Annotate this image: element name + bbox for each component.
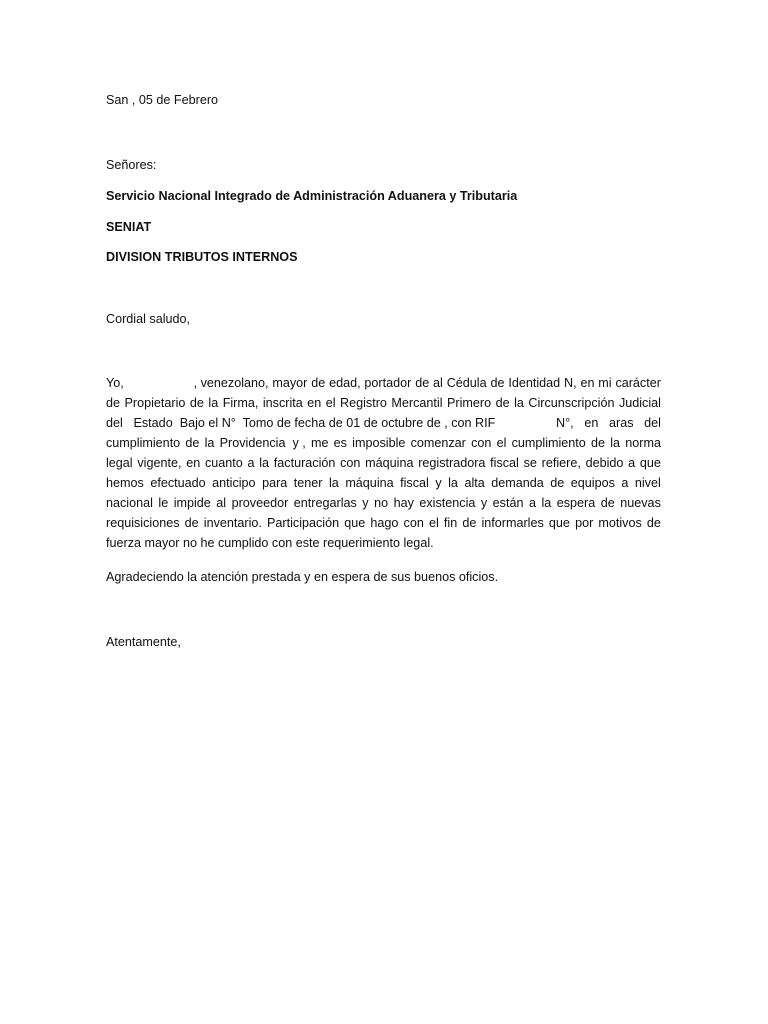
body-word: máquina [345, 476, 394, 490]
body-word: hemos [106, 476, 144, 490]
body-word: Mercantil [391, 396, 443, 410]
body-word: la [514, 396, 524, 410]
body-word: tener [293, 476, 323, 490]
body-word: carácter [615, 376, 661, 390]
body-word: el [325, 396, 336, 410]
body-word: nuevas [620, 496, 661, 510]
salutation-heading: Señores: [106, 158, 157, 172]
body-word: la [208, 396, 219, 410]
body-word: Primero [447, 396, 492, 410]
body-word: del [106, 416, 123, 430]
body-word: Firma, [222, 396, 259, 410]
body-word: la [448, 476, 458, 490]
body-word: N°, [556, 416, 574, 430]
body-word: Circunscripción [528, 396, 615, 410]
body-word: en [584, 416, 599, 430]
recipient-line-3: DIVISION TRIBUTOS INTERNOS [106, 250, 298, 264]
body-word: de [591, 436, 606, 450]
body-word: Propietario [124, 396, 186, 410]
body-line [106, 455, 661, 471]
body-word: fiscal [490, 456, 519, 470]
body-word: a [247, 456, 255, 470]
body-word: se [523, 456, 537, 470]
body-word: es [333, 436, 347, 450]
body-word: registradora [418, 456, 486, 470]
body-word: al [433, 376, 443, 390]
body-word: fuerza mayor no he cumplido con este requerimiento legal. [106, 536, 434, 550]
body-word: de [106, 396, 121, 410]
body-word: la [329, 476, 339, 490]
body-word: que [548, 516, 570, 530]
body-line [106, 435, 661, 451]
body-word: mi [598, 376, 612, 390]
body-line [106, 495, 661, 511]
body-word: en [580, 376, 595, 390]
body-word: Identidad [508, 376, 561, 390]
body-word: de [311, 376, 326, 390]
body-word: edad, [329, 376, 361, 390]
body-word: facturación [273, 456, 336, 470]
body-line [106, 515, 661, 531]
body-word: vigente, [137, 456, 182, 470]
body-word: en [307, 396, 322, 410]
body-word: y [435, 476, 442, 490]
body-word: equipos [570, 476, 615, 490]
body-word: con [403, 516, 424, 530]
body-word: con [471, 436, 492, 450]
body-word: imposible [352, 436, 406, 450]
body-word: de [415, 376, 430, 390]
body-word: que [639, 456, 661, 470]
body-word: la [259, 456, 270, 470]
body-word: portador [364, 376, 412, 390]
recipient-line-2: SENIAT [106, 220, 152, 234]
body-word: fin [443, 516, 458, 530]
body-word: Yo, [106, 376, 124, 390]
body-word: existencia [419, 496, 476, 510]
body-word: norma [625, 436, 661, 450]
body-word: no [374, 496, 389, 510]
body-word: en [186, 456, 201, 470]
body-word: Providencia y , [219, 436, 306, 450]
body-word: de [462, 516, 477, 530]
body-word: nivel [634, 476, 661, 490]
body-word: con [340, 456, 361, 470]
body-word: y [480, 496, 488, 510]
body-word: la [204, 436, 215, 450]
body-word: a [621, 476, 629, 490]
date-line: San , 05 de Febrero [106, 93, 219, 107]
body-word: N, [564, 376, 577, 390]
body-line [106, 415, 661, 431]
body-word: el [428, 516, 439, 530]
body-word: demanda [491, 476, 544, 490]
body-word: que [344, 516, 366, 530]
body-word: alta [464, 476, 485, 490]
body-word: y [362, 496, 369, 510]
thanks-line: Agradeciendo la atención prestada y en espera de sus buenos oficios. [106, 570, 499, 584]
body-word: hago [370, 516, 399, 530]
body-word: espera [556, 496, 596, 510]
body-word: a [528, 496, 536, 510]
body-word: al [216, 496, 227, 510]
body-word: motivos [598, 516, 642, 530]
body-word: anticipo [212, 476, 256, 490]
body-word: refiere, [541, 456, 581, 470]
body-word: de [184, 516, 199, 530]
closing-line: Atentamente, [106, 635, 181, 649]
body-word: proveedor [231, 496, 289, 510]
body-word: Participación [267, 516, 340, 530]
body-word: de [189, 396, 204, 410]
body-word: entregarlas [293, 496, 357, 510]
body-word: aras [609, 416, 634, 430]
body-word: fiscal [400, 476, 429, 490]
body-word: , venezolano, [193, 376, 269, 390]
body-word: mayor [272, 376, 308, 390]
body-line [106, 395, 661, 411]
body-word: le [158, 496, 169, 510]
body-word: cuanto [204, 456, 243, 470]
body-word: de [600, 496, 615, 510]
body-word: legal [106, 456, 133, 470]
body-word: cumplimiento [511, 436, 586, 450]
greeting: Cordial saludo, [106, 312, 191, 326]
body-word: impide [173, 496, 211, 510]
body-word: están [492, 496, 524, 510]
body-word: de [550, 476, 565, 490]
recipient-line-1: Servicio Nacional Integrado de Administración Aduanera y Tributaria [106, 189, 518, 203]
body-line [106, 475, 661, 491]
body-word: de [490, 376, 505, 390]
body-word: comenzar [410, 436, 466, 450]
body-word: informarles [481, 516, 544, 530]
body-word: por [575, 516, 594, 530]
body-word: para [262, 476, 288, 490]
body-word: del [644, 416, 661, 430]
body-word: de [495, 396, 510, 410]
body-word: requisiciones [106, 516, 180, 530]
body-word: Judicial [618, 396, 661, 410]
body-word: el [496, 436, 507, 450]
body-word: inventario. [203, 516, 262, 530]
body-word: cumplimiento [106, 436, 181, 450]
body-word: a [628, 456, 636, 470]
body-word: de [185, 436, 200, 450]
body-word: Registro [340, 396, 387, 410]
body-word: debido [585, 456, 624, 470]
body-word: Estado Bajo el N° Tomo de fecha de 01 de octubre de , con RIF [133, 416, 496, 430]
body-word: inscrita [262, 396, 303, 410]
body-word: efectuado [150, 476, 206, 490]
body-word: nacional [106, 496, 153, 510]
body-word: de [646, 516, 661, 530]
body-word: la [610, 436, 621, 450]
body-line [106, 375, 661, 391]
body-word: Cédula [446, 376, 487, 390]
body-line [106, 535, 661, 551]
body-word: máquina [365, 456, 414, 470]
body-word: la [541, 496, 552, 510]
body-word: me [310, 436, 329, 450]
body-word: hay [393, 496, 414, 510]
